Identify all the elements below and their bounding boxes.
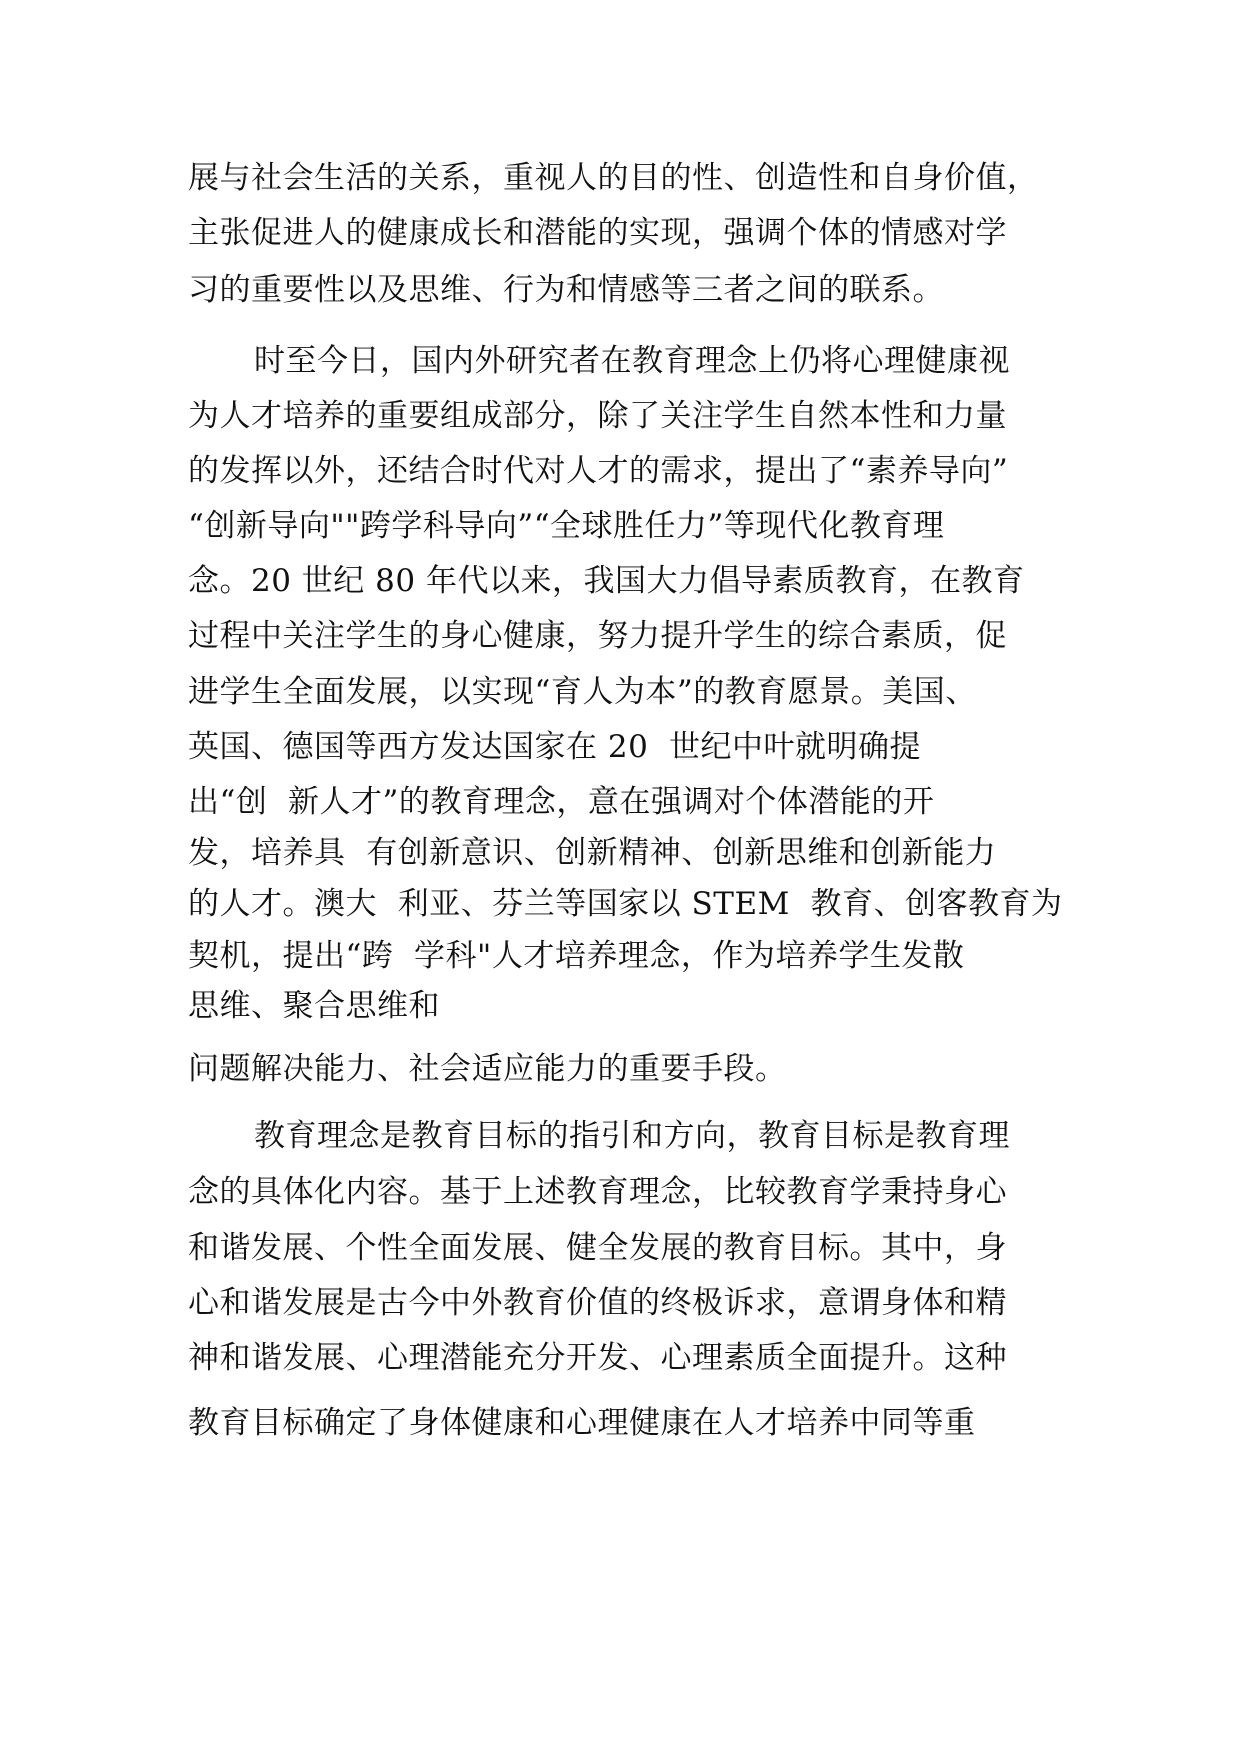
text-line: 英国、德国等西方发达国家在 20 世纪中叶就明确提 bbox=[188, 729, 922, 765]
text-line: 念。20 世纪 80 年代以来，我国大力倡导素质教育，在教育 bbox=[188, 563, 1025, 599]
text-line: 的人才。澳大 利亚、芬兰等国家以 STEM 教育、创客教育为 bbox=[188, 886, 1063, 922]
text-line: 进学生全面发展，以实现“育人为本”的教育愿景。美国、 bbox=[188, 674, 977, 710]
text-line: 过程中关注学生的身心健康，努力提升学生的综合素质，促 bbox=[188, 618, 1007, 654]
text-line: 的发挥以外，还结合时代对人才的需求，提出了“素养导向” bbox=[188, 453, 1009, 489]
text-line: 教育目标确定了身体健康和心理健康在人才培养中同等重 bbox=[188, 1405, 976, 1441]
text-line: 念的具体化内容。基于上述教育理念，比较教育学秉持身心 bbox=[188, 1174, 1007, 1210]
paragraph-first-line: 教育理念是教育目标的指引和方向，教育目标是教育理 bbox=[254, 1118, 1010, 1154]
text-line: 发，培养具 有创新意识、创新精神、创新思维和创新能力 bbox=[188, 835, 997, 871]
paragraph-first-line: 时至今日，国内外研究者在教育理念上仍将心理健康视 bbox=[254, 343, 1010, 379]
text-line: 出“创 新人才”的教育理念，意在强调对个体潜能的开 bbox=[188, 784, 935, 820]
text-line: 思维、聚合思维和 bbox=[188, 988, 440, 1024]
text-line: “创新导向""跨学科导向”“全球胜任力”等现代化教育理 bbox=[188, 508, 945, 544]
text-line: 神和谐发展、心理潜能充分开发、心理素质全面提升。这种 bbox=[188, 1340, 1007, 1376]
text-line: 心和谐发展是古今中外教育价值的终极诉求，意谓身体和精 bbox=[188, 1285, 1007, 1321]
text-line: 展与社会生活的关系，重视人的目的性、创造性和自身价值， bbox=[188, 160, 1039, 196]
text-line: 问题解决能力、社会适应能力的重要手段。 bbox=[188, 1051, 787, 1087]
text-line: 契机，提出“跨 学科"人才培养理念，作为培养学生发散 bbox=[188, 938, 965, 974]
text-line: 和谐发展、个性全面发展、健全发展的教育目标。其中，身 bbox=[188, 1230, 1007, 1266]
text-line: 主张促进人的健康成长和潜能的实现，强调个体的情感对学 bbox=[188, 215, 1007, 251]
text-line: 习的重要性以及思维、行为和情感等三者之间的联系。 bbox=[188, 272, 944, 308]
text-line: 为人才培养的重要组成部分，除了关注学生自然本性和力量 bbox=[188, 398, 1007, 434]
